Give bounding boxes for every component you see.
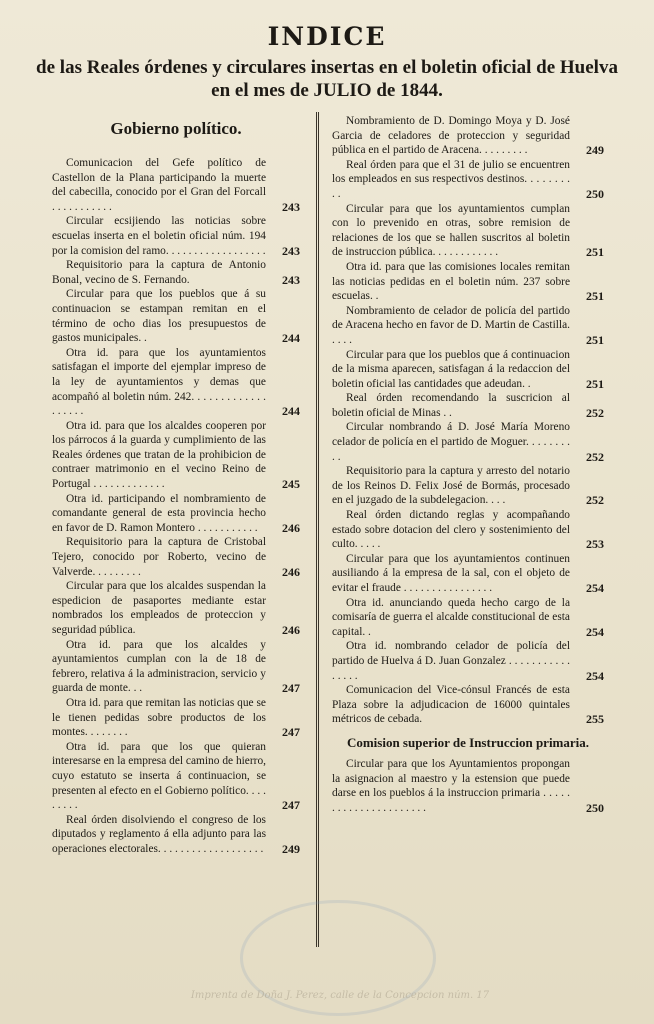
index-entry	[52, 419, 300, 492]
index-entry	[332, 202, 604, 260]
right-entry-list-2	[332, 757, 604, 815]
entry-text: Circular para que los pueblos que á continuacion de la misma aparecen, satisfagan á la redaccion del boletin oficial las cantidades que adeudan. .	[332, 348, 570, 390]
entry-text: Circular ecsijiendo las noticias sobre escuelas inserta en el boletin oficial núm. 194 por la comision del ramo. . . . . . . . . . . . . . . . . .	[52, 215, 266, 257]
left-column	[52, 118, 300, 857]
entry-page-number: 244	[282, 331, 300, 346]
entry-text: Otra id. para que los ayuntamientos satisfagan el importe del ejemplar impreso de la ley de ayuntamientos y demas que acompañó al boletin núm. 242. . . . . . . . . . . . . . . . . . .	[52, 346, 266, 418]
entry-page-number: 249	[282, 841, 300, 856]
entry-text: Otra id. para que las comisiones locales remitan las noticias pedidas en el boletin núm. 237 sobre escuelas. .	[332, 260, 570, 303]
index-entry	[332, 508, 604, 552]
entry-page-number: 252	[586, 493, 604, 508]
entry-text: Real órden disolviendo el congreso de los diputados y reglamento á ella adjunto para las operaciones electorales. . . . . . . . . . . . . . . . . . .	[52, 813, 266, 855]
entry-page-number: 254	[586, 624, 604, 639]
entry-text: Requisitorio para la captura y arresto del notario de los Reinos D. Felix José de Bormás, procesado en el juzgado de la subdelegacion. . . .	[332, 465, 570, 507]
entry-page-number: 247	[282, 798, 300, 813]
index-entry	[332, 596, 604, 640]
index-entry	[332, 304, 604, 348]
entry-page-number: 250	[586, 186, 604, 201]
entry-text: Circular para que los ayuntamientos cumplan con lo prevenido en otras, sobre remision de relaciones de los que se hallen suscritos al boletin de instruccion pública. . . . . . . . . . . .	[332, 202, 570, 259]
entry-page-number: 253	[586, 537, 604, 552]
index-entry	[332, 114, 604, 158]
entry-page-number: 249	[586, 143, 604, 158]
entry-page-number: 243	[282, 272, 300, 287]
entry-text: Comunicacion del Vice-cónsul Francés de esta Plaza sobre la adjudicacion de 16000 quintales métricos de cebada.	[332, 684, 570, 726]
left-entry-list	[52, 156, 300, 857]
entry-text: Nombramiento de celador de policía del partido de Aracena hecho en favor de D. Martin de Castilla. . . . .	[332, 304, 570, 346]
index-entry	[332, 420, 604, 464]
entry-text: Otra id. para que los alcaldes y ayuntamientos cumplan con la de 18 de febrero, relativa á la administracion, servicio y guarda de monte. . .	[52, 638, 266, 695]
entry-page-number: 243	[282, 243, 300, 258]
left-section-heading: Gobierno político.	[110, 119, 242, 138]
entry-page-number: 251	[586, 332, 604, 347]
right-section-heading: Comision superior de Instruccion primaria.	[346, 734, 590, 750]
index-entry	[332, 391, 604, 420]
index-entry	[332, 158, 604, 202]
entry-page-number: 255	[586, 712, 604, 727]
entry-text: Otra id. para que los que quieran interesarse en la empresa del camino de hierro, cuyo estatuto se inserta á continuacion, se presenten al efecto en el Gobierno político. . . . . . . . .	[52, 740, 266, 812]
index-entry	[332, 552, 604, 596]
index-entry	[332, 348, 604, 392]
entry-text: Real órden para que el 31 de julio se encuentren los empleados en sus respectivos destinos. . . . . . . . . .	[332, 158, 570, 200]
index-entry	[52, 156, 300, 214]
entry-page-number: 245	[282, 477, 300, 492]
entry-text: Circular nombrando á D. José María Moreno celador de policía en el partido de Moguer. . . . . . . . . .	[332, 421, 570, 463]
entry-page-number: 244	[282, 404, 300, 419]
entry-text: Nombramiento de D. Domingo Moya y D. José Garcia de celadores de proteccion y seguridad pública en el partido de Aracena. . . . . . . . .	[332, 115, 570, 157]
index-entry	[52, 638, 300, 696]
entry-page-number: 246	[282, 520, 300, 535]
index-entry	[52, 346, 300, 419]
column-divider-inner	[318, 112, 319, 947]
index-entry	[52, 214, 300, 258]
entry-text: Otra id. anunciando queda hecho cargo de la comisaría de guerra el alcalde constitucional de esta capital. .	[332, 596, 570, 638]
index-entry	[332, 757, 604, 815]
entry-text: Real órden dictando reglas y acompañando estado sobre dotacion del clero y sostenimiento del culto. . . . .	[332, 509, 570, 551]
index-entry	[52, 492, 300, 536]
entry-text: Otra id. para que los alcaldes cooperen por los párrocos á la guarda y cumplimiento de las Reales órdenes que tratan de la prohibicion de contraer matrimonio en el vecino Reino de Portugal . . . . . . . . . . . . .	[52, 419, 266, 491]
column-divider	[316, 112, 317, 947]
entry-text: Real órden recomendando la suscricion al boletin oficial de Minas . .	[332, 392, 570, 419]
entry-page-number: 246	[282, 564, 300, 579]
right-column	[332, 114, 604, 815]
entry-text: Circular para que los ayuntamientos continuen ausiliando á la empresa de la sal, con el objeto de evitar el fraude . . . . . . . . . . . . . . . .	[332, 552, 570, 594]
entry-page-number: 251	[586, 245, 604, 260]
entry-page-number: 252	[586, 449, 604, 464]
index-entry	[332, 639, 604, 683]
entry-text: Circular para que los alcaldes suspendan la espedicion de pasaportes mediante estar nombrados los empleados de proteccion y seguridad pública.	[52, 580, 266, 636]
index-entry	[332, 683, 604, 727]
index-title: INDICE	[267, 22, 387, 51]
entry-page-number: 251	[586, 289, 604, 304]
entry-page-number: 254	[586, 581, 604, 595]
entry-text: Requisitorio para la captura de Cristobal Tejero, conocido por Roberto, vecino de Valverde. . . . . . . . .	[52, 536, 266, 578]
entry-page-number: 251	[586, 376, 604, 391]
entry-text: Circular para que los Ayuntamientos propongan la asignacion al maestro y la estension que puede darse en los pueblos á la instruccion primaria . . . . . . . . . . . . . . . . . . . . . .	[332, 757, 570, 814]
entry-text: Requisitorio para la captura de Antonio Bonal, vecino de S. Fernando.	[52, 259, 266, 286]
entry-page-number: 252	[586, 405, 604, 420]
index-entry	[52, 535, 300, 579]
entry-text: Otra id. participando el nombramiento de comandante general de esta provincia hecho en favor de D. Ramon Montero . . . . . . . . . . .	[52, 492, 266, 534]
entry-page-number: 247	[282, 725, 300, 740]
index-entry	[52, 579, 300, 637]
index-entry	[52, 258, 300, 287]
right-entry-list	[332, 114, 604, 727]
index-entry	[332, 260, 604, 304]
index-entry	[52, 740, 300, 813]
entry-page-number: 246	[282, 623, 300, 637]
entry-text: Otra id. para que remitan las noticias que se le tienen pedidas sobre productos de los montes. . . . . . . .	[52, 696, 266, 739]
index-entry	[332, 464, 604, 508]
entry-text: Circular para que los pueblos que á su continuacion se estampan remitan en el término de ocho dias los presupuestos de gastos municipales. .	[52, 288, 266, 345]
entry-page-number: 243	[282, 199, 300, 214]
entry-page-number: 250	[586, 800, 604, 815]
index-entry	[52, 287, 300, 345]
printer-footer: Imprenta de Doña J. Perez, calle de la Concepcion núm. 17	[190, 990, 490, 1001]
index-subtitle: de las Reales órdenes y circulares insertas en el boletin oficial de Huelva en el mes de JULIO de 1844.	[36, 57, 618, 101]
index-entry	[52, 696, 300, 740]
entry-text: Otra id. nombrando celador de policía del partido de Huelva á D. Juan Gonzalez . . . . . . . . . . . . . . . .	[332, 640, 570, 682]
entry-text: Comunicacion del Gefe político de Castellon de la Plana participando la muerte del cabecilla, conocido por el Gran del Forcall . . . . . . . . . . .	[52, 157, 266, 213]
index-entry	[52, 813, 300, 857]
entry-page-number: 247	[282, 681, 300, 696]
entry-page-number: 254	[586, 668, 604, 683]
